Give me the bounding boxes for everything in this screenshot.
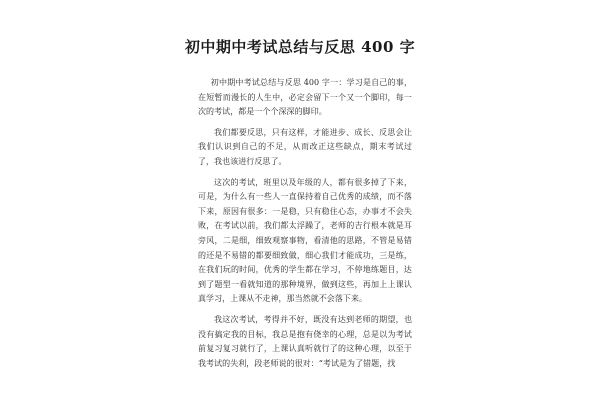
document-body — [198, 76, 412, 377]
paragraph-4: 我这次考试，考得并不好，既没有达到老师的期望，也没有搞定我的目标，我总是抱有侥幸的心理，总是以为考试前复习复习就行了，上课认真听就行了的这种心理，以至于我考试的失利，段老师说的很对：“考试是为了错题，找 — [198, 314, 412, 368]
paragraph-3: 这次的考试，班里以及年级的人，都有很多掉了下来，可是，为什么有一些人一直保持着自己优秀的成绩，而不落下来，原因有很多：一是稳，只有稳住心态，办事才不会失败，在考试以前，我们都太浮躁了，老师的吉行根本就是耳旁风，二是细，细致观察事物，看清他的思路，不管是易错的还是不易错的都要细致做，细心我们才能成功，三是练，在我们玩的时间，优秀的学生都在学习，不停地练题目，达到了题型一看就知道的那种境界，做到这些，再加上上课认真学习，上课从不走神，那当然就不会落下来。 — [198, 177, 412, 304]
document-title: 初中期中考试总结与反思 400 字 — [184, 38, 416, 56]
paragraph-1: 初中期中考试总结与反思 400 字一：学习是自己的事，在短暂而漫长的人生中，必定会留下一个又一个脚印，每一次的考试，都是一个个深深的脚印。 — [198, 78, 412, 117]
paragraph-2: 我们都要反思，只有这样，才能进步、成长、反思会让我们认识到自己的不足，从而改正这些缺点，期末考试过了，我也该进行反思了。 — [198, 127, 412, 166]
